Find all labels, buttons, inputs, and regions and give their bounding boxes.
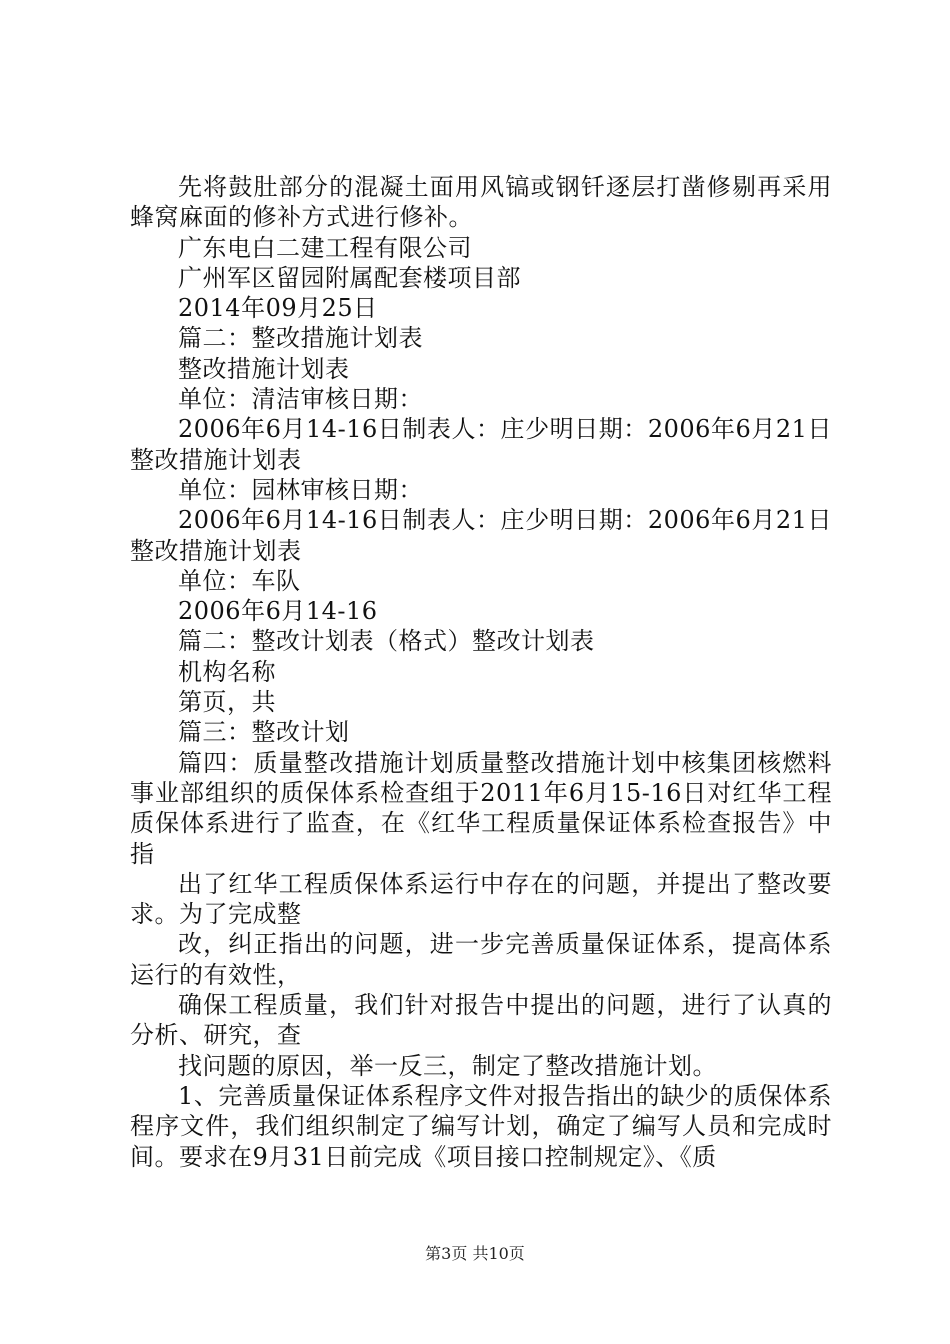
paragraph-4: 2014年09月25日 bbox=[178, 294, 378, 323]
page-number-footer: 第3页 共10页 bbox=[425, 1244, 525, 1263]
document-body bbox=[130, 172, 832, 1172]
paragraph-22: 1、完善质量保证体系程序文件对报告指出的缺少的质保体系程序文件，我们组织制定了编写计划，确定了编写人员和完成时间。要求在9月31日前完成《项目接口控制规定》、《质 bbox=[130, 1081, 832, 1171]
paragraph-15: 第页，共 bbox=[178, 688, 276, 717]
paragraph-20: 确保工程质量，我们针对报告中提出的问题，进行了认真的分析、研究，查 bbox=[130, 991, 832, 1050]
paragraph-18: 出了红华工程质保体系运行中存在的问题，并提出了整改要求。为了完成整 bbox=[130, 869, 832, 929]
paragraph-17: 篇四：质量整改措施计划质量整改措施计划中核集团核燃料事业部组织的质保体系检查组于2011年6月15-16日对红华工程质保体系进行了监查，在《红华工程质量保证体系检查报告》中指 bbox=[130, 748, 832, 868]
paragraph-5: 篇二：整改措施计划表 bbox=[178, 324, 423, 353]
paragraph-12: 2006年6月14-16 bbox=[178, 597, 378, 626]
paragraph-11: 单位：车队 bbox=[178, 566, 301, 595]
paragraph-8: 2006年6月14-16日制表人：庄少明日期：2006年6月21日整改措施计划表 bbox=[130, 415, 832, 474]
paragraph-9: 单位：园林审核日期： bbox=[178, 475, 423, 504]
paragraph-21: 找问题的原因，举一反三，制定了整改措施计划。 bbox=[178, 1051, 717, 1080]
paragraph-2: 广东电白二建工程有限公司 bbox=[178, 233, 472, 262]
paragraph-19: 改，纠正指出的问题，进一步完善质量保证体系，提高体系运行的有效性， bbox=[130, 930, 832, 989]
paragraph-10: 2006年6月14-16日制表人：庄少明日期：2006年6月21日整改措施计划表 bbox=[130, 506, 832, 565]
paragraph-1: 先将鼓肚部分的混凝土面用风镐或钢钎逐层打凿修剔再采用蜂窝麻面的修补方式进行修补。 bbox=[130, 173, 832, 232]
paragraph-6: 整改措施计划表 bbox=[178, 354, 350, 383]
paragraph-14: 机构名称 bbox=[178, 657, 276, 686]
paragraph-16: 篇三：整改计划 bbox=[178, 718, 350, 747]
paragraph-13: 篇二：整改计划表（格式）整改计划表 bbox=[178, 627, 595, 656]
paragraph-7: 单位：清洁审核日期： bbox=[178, 385, 423, 414]
paragraph-3: 广州军区留园附属配套楼项目部 bbox=[178, 263, 521, 292]
